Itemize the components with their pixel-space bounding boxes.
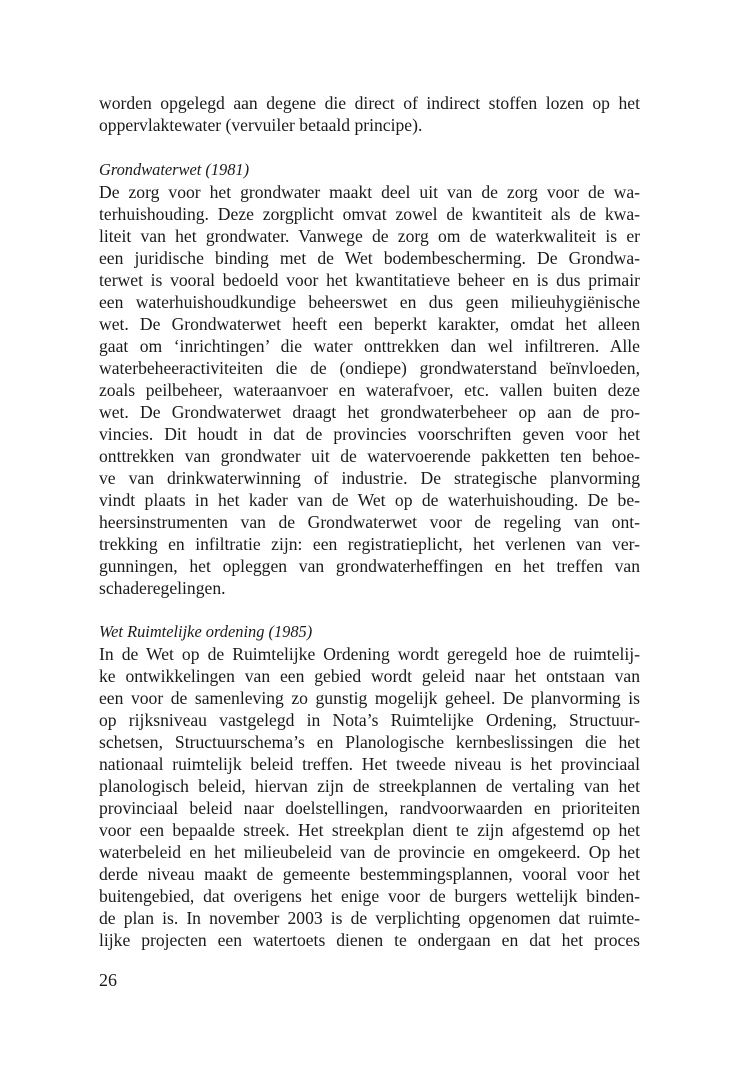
text-line: worden opgelegd aan degene die direct of indirect stoffen lozen op het — [99, 93, 640, 113]
text-line: vincies. Dit houdt in dat de provincies voorschriften geven voor het — [99, 423, 640, 444]
paragraph-gap — [99, 599, 640, 622]
text-line: onttrekken van grondwater uit de watervoerende pakketten ten behoe- — [99, 445, 640, 466]
text-line: op rijksniveau vastgelegd in Nota’s Ruimtelijke Ordening, Structuur- — [99, 710, 640, 730]
text-line: zoals peilbeheer, wateraanvoer en waterafvoer, etc. vallen buiten deze — [99, 379, 640, 400]
text-line: nationaal ruimtelijk beleid treffen. Het tweede niveau is het provinciaal — [99, 754, 640, 774]
section-heading: Grondwaterwet (1981) — [99, 159, 250, 179]
section-grondwaterwet — [99, 159, 640, 599]
text-line: terwet is vooral bedoeld voor het kwantitatieve beheer en is dus primair — [99, 269, 640, 290]
text-line: ke ontwikkelingen van een gebied wordt geleid naar het ontstaan van — [99, 666, 640, 686]
text-line: wet. De Grondwaterwet draagt het grondwaterbeheer op aan de pro- — [99, 401, 640, 422]
text-line: een voor de samenleving zo gunstig mogelijk geheel. De planvorming is — [99, 688, 640, 708]
text-line: De zorg voor het grondwater maakt deel uit van de zorg voor de wa- — [99, 181, 640, 202]
section-ruimtelijke-ordening — [99, 621, 640, 951]
text-line: voor een bepaalde streek. Het streekplan dient te zijn afgestemd op het — [99, 820, 640, 840]
text-line: terhuishouding. Deze zorgplicht omvat zowel de kwantiteit als de kwa- — [99, 203, 640, 224]
text-line: liteit van het grondwater. Vanwege de zorg om de waterkwaliteit is er — [99, 225, 640, 246]
text-line: gaat om ‘inrichtingen’ die water onttrekken dan wel infiltreren. Alle — [99, 335, 640, 356]
text-line: buitengebied, dat overigens het enige voor de burgers wettelijk binden- — [99, 886, 640, 906]
page-body — [99, 92, 640, 951]
text-line: schetsen, Structuurschema’s en Planologische kernbeslissingen die het — [99, 732, 640, 752]
text-line: gunningen, het opleggen van grondwaterheffingen en het treffen van — [99, 555, 640, 576]
text-line: een waterhuishoudkundige beheerswet en dus geen milieuhygiënische — [99, 291, 640, 312]
text-line: oppervlaktewater (vervuiler betaald principe). — [99, 115, 423, 135]
paragraph-gap — [99, 136, 640, 159]
text-line: een juridische binding met de Wet bodembescherming. De Grondwa- — [99, 247, 640, 268]
text-line: schaderegelingen. — [99, 577, 226, 598]
text-line: lijke projecten een watertoets dienen te ondergaan en dat het proces — [99, 930, 640, 950]
text-line: waterbeleid en het milieubeleid van de provincie en omgekeerd. Op het — [99, 842, 640, 862]
text-line: provinciaal beleid naar doelstellingen, randvoorwaarden en prioriteiten — [99, 798, 640, 818]
text-line: vindt plaats in het kader van de Wet op de waterhuishouding. De be- — [99, 489, 640, 510]
text-line: heersinstrumenten van de Grondwaterwet voor de regeling van ont- — [99, 511, 640, 532]
text-line: ve van drinkwaterwinning of industrie. De strategische planvorming — [99, 467, 640, 488]
section-heading: Wet Ruimtelijke ordening (1985) — [99, 622, 313, 641]
text-line: planologisch beleid, hiervan zijn de streekplannen de vertaling van het — [99, 776, 640, 796]
page-number: 26 — [99, 970, 117, 990]
text-line: waterbeheeractiviteiten die de (ondiepe) grondwaterstand beïnvloeden, — [99, 357, 640, 378]
text-line: de plan is. In november 2003 is de verplichting opgenomen dat ruimte- — [99, 908, 640, 928]
text-line: derde niveau maakt de gemeente bestemmingsplannen, vooral voor het — [99, 864, 640, 884]
intro-paragraph — [99, 92, 640, 136]
text-line: trekking en infiltratie zijn: een registratieplicht, het verlenen van ver- — [99, 533, 640, 554]
text-line: In de Wet op de Ruimtelijke Ordening wordt geregeld hoe de ruimtelij- — [99, 644, 640, 664]
text-line: wet. De Grondwaterwet heeft een beperkt karakter, omdat het alleen — [99, 313, 640, 334]
